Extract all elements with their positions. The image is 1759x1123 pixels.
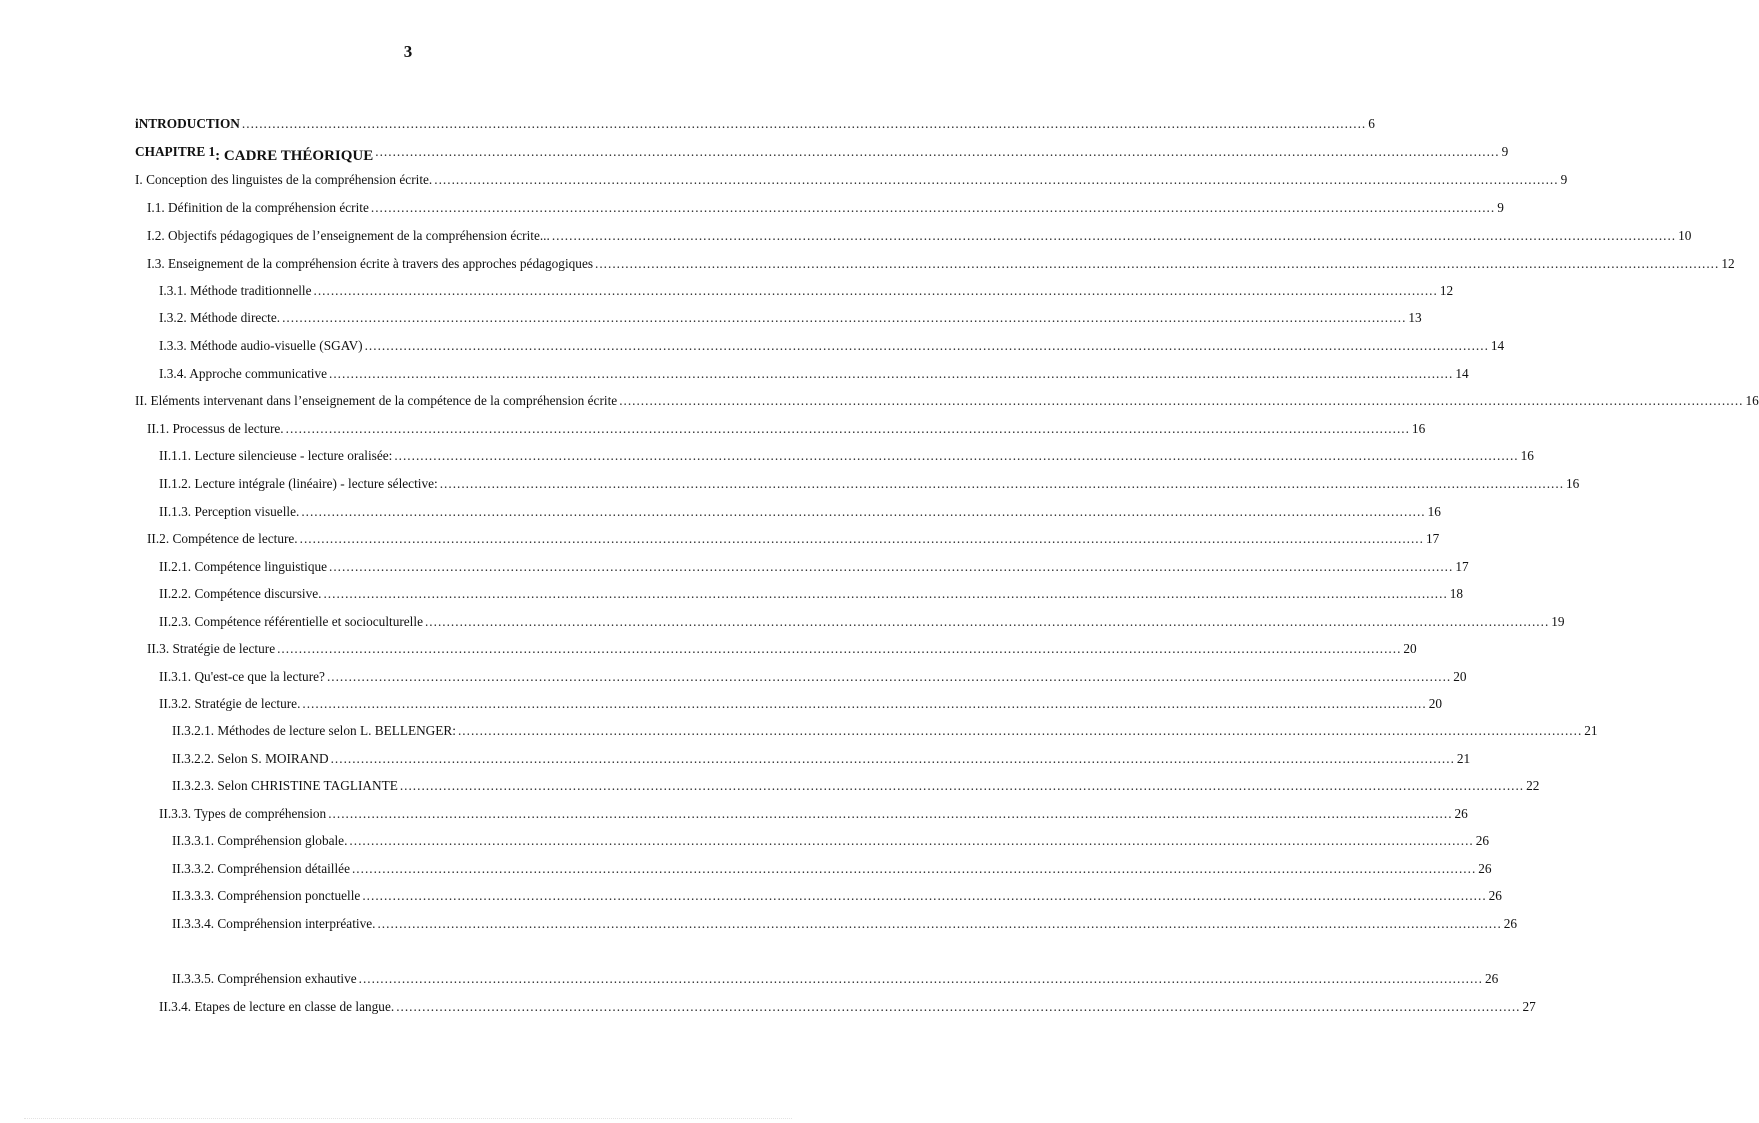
toc-entry[interactable]	[159, 365, 1469, 383]
leader-dots: ....................................................................................................................................................................................................................................................................	[330, 751, 1455, 766]
toc-page: 17	[1455, 559, 1469, 574]
toc-page: 14	[1490, 338, 1505, 353]
toc-entry[interactable]	[159, 805, 1468, 823]
toc-page: 16	[1411, 421, 1426, 436]
leader-dots: ....................................................................................................................................................................................................................................................................	[434, 172, 1559, 187]
toc-label: II.3.2. Stratégie de lecture.	[159, 696, 301, 711]
toc-page: 10	[1678, 228, 1692, 243]
toc-label: II.3.2.2. Selon S. MOIRAND	[172, 751, 329, 766]
toc-label: I.3.1. Méthode traditionnelle	[159, 283, 312, 298]
toc-label: II.2. Compétence de lecture.	[147, 531, 298, 546]
leader-dots: ....................................................................................................................................................................................................................................................................	[619, 393, 1744, 408]
toc-page: 26	[1484, 971, 1499, 986]
toc-entry[interactable]	[172, 750, 1471, 768]
toc-page: 18	[1449, 586, 1464, 601]
toc-label-chapter: CHAPITRE 1	[135, 144, 216, 159]
toc-page: 26	[1503, 916, 1518, 931]
toc-label: II. Eléments intervenant dans l’enseignement de la compétence de la compréhension écrite	[135, 393, 618, 408]
toc-label: II.2.3. Compétence référentielle et socioculturelle	[159, 614, 423, 629]
toc-label: II.1.3. Perception visuelle.	[159, 504, 300, 519]
toc-page: 17	[1425, 531, 1440, 546]
leader-dots: ....................................................................................................................................................................................................................................................................	[323, 586, 1448, 601]
toc-entry[interactable]	[172, 722, 1598, 740]
leader-dots: ....................................................................................................................................................................................................................................................................	[358, 971, 1483, 986]
toc-page: 22	[1526, 778, 1540, 793]
toc-label: II.3.2.3. Selon CHRISTINE TAGLIANTE	[172, 778, 398, 793]
toc-page: 26	[1488, 888, 1502, 903]
leader-dots: ....................................................................................................................................................................................................................................................................	[394, 448, 1519, 463]
leader-dots: ....................................................................................................................................................................................................................................................................	[299, 531, 1424, 546]
toc-entry[interactable]	[172, 970, 1499, 988]
toc-entry[interactable]	[159, 309, 1422, 327]
toc-page: 13	[1408, 310, 1422, 325]
leader-dots: ....................................................................................................................................................................................................................................................................	[551, 228, 1677, 243]
leader-dots: ....................................................................................................................................................................................................................................................................	[328, 806, 1453, 821]
leader-dots: ....................................................................................................................................................................................................................................................................	[364, 338, 1489, 353]
toc-page: 20	[1453, 669, 1467, 684]
toc-entry[interactable]	[159, 695, 1442, 713]
toc-entry[interactable]	[159, 668, 1467, 686]
leader-dots: ....................................................................................................................................................................................................................................................................	[301, 504, 1426, 519]
leader-dots: ....................................................................................................................................................................................................................................................................	[424, 614, 1550, 629]
toc-label: II.3. Stratégie de lecture	[147, 641, 276, 656]
toc-entry[interactable]	[147, 199, 1504, 217]
toc-label: II.3.1. Qu'est-ce que la lecture?	[159, 669, 325, 684]
toc-entry[interactable]	[159, 337, 1505, 355]
toc-entry[interactable]	[147, 420, 1426, 438]
leader-dots: ....................................................................................................................................................................................................................................................................	[457, 723, 1583, 738]
leader-dots: ....................................................................................................................................................................................................................................................................	[349, 833, 1474, 848]
toc-entry[interactable]	[172, 915, 1518, 933]
toc-page: 26	[1475, 833, 1490, 848]
toc-label: II.3.3.5. Compréhension exhautive	[172, 971, 357, 986]
toc-label: I. Conception des linguistes de la compréhension écrite.	[135, 172, 433, 187]
leader-dots: ....................................................................................................................................................................................................................................................................	[439, 476, 1565, 491]
toc-label: II.3.3. Types de compréhension	[159, 806, 327, 821]
toc-label: II.3.3.3. Compréhension ponctuelle	[172, 888, 361, 903]
toc-label: I.3.2. Méthode directe.	[159, 310, 281, 325]
toc-label: II.3.3.2. Compréhension détaillée	[172, 861, 350, 876]
toc-page: 16	[1427, 504, 1441, 519]
leader-dots: ....................................................................................................................................................................................................................................................................	[377, 916, 1502, 931]
toc-entry[interactable]	[159, 613, 1565, 631]
toc-page: 20	[1403, 641, 1417, 656]
toc-entry[interactable]	[159, 282, 1454, 300]
leader-dots: ....................................................................................................................................................................................................................................................................	[313, 283, 1438, 298]
toc-label: I.3.4. Approche communicative	[159, 366, 328, 381]
toc-label: II.3.3.1. Compréhension globale.	[172, 833, 348, 848]
toc-label: II.1.1. Lecture silencieuse - lecture oralisée:	[159, 448, 393, 463]
toc-entry[interactable]	[159, 447, 1534, 465]
toc-label: II.2.1. Compétence linguistique	[159, 559, 328, 574]
toc-page: 20	[1428, 696, 1442, 711]
toc-label: iNTRODUCTION	[135, 116, 240, 131]
toc-page: 14	[1455, 366, 1469, 381]
toc-page: 19	[1551, 614, 1565, 629]
toc-page: 16	[1520, 448, 1534, 463]
leader-dots: ....................................................................................................................................................................................................................................................................	[277, 641, 1402, 656]
toc-label: II.3.2.1. Méthodes de lecture selon L. BELLENGER:	[172, 723, 456, 738]
toc-page: 21	[1584, 723, 1598, 738]
toc-label: II.1. Processus de lecture.	[147, 421, 284, 436]
toc-entry[interactable]	[159, 475, 1580, 493]
leader-dots: ....................................................................................................................................................................................................................................................................	[595, 256, 1720, 271]
leader-dots: ....................................................................................................................................................................................................................................................................	[362, 888, 1487, 903]
toc-entry[interactable]	[172, 887, 1502, 905]
toc-entry[interactable]	[159, 503, 1441, 521]
leader-dots: ....................................................................................................................................................................................................................................................................	[241, 116, 1367, 131]
toc-page: 16	[1745, 393, 1759, 408]
leader-dots: ....................................................................................................................................................................................................................................................................	[329, 366, 1454, 381]
toc-entry[interactable]	[159, 558, 1469, 576]
toc-entry[interactable]	[159, 998, 1536, 1016]
leader-dots: ....................................................................................................................................................................................................................................................................	[351, 861, 1477, 876]
page-bottom-divider	[24, 1118, 792, 1119]
toc-entry[interactable]	[135, 171, 1568, 189]
toc-entry[interactable]	[147, 640, 1417, 658]
leader-dots: ....................................................................................................................................................................................................................................................................	[370, 200, 1496, 215]
toc-label: II.3.3.4. Compréhension interpréative.	[172, 916, 376, 931]
leader-dots: ....................................................................................................................................................................................................................................................................	[326, 669, 1452, 684]
toc-label: I.2. Objectifs pédagogiques de l’enseignement de la compréhension écrite...	[147, 228, 550, 243]
toc-entry[interactable]	[135, 392, 1759, 410]
toc-label: I.3. Enseignement de la compréhension écrite à travers des approches pédagogiques	[147, 256, 594, 271]
toc-page: 9	[1560, 172, 1568, 187]
toc-label: II.1.2. Lecture intégrale (linéaire) - lecture sélective:	[159, 476, 438, 491]
toc-page: 9	[1497, 200, 1504, 215]
toc-entry[interactable]	[172, 832, 1490, 850]
toc-entry[interactable]	[147, 530, 1440, 548]
toc-page: 16	[1566, 476, 1580, 491]
leader-dots: ....................................................................................................................................................................................................................................................................	[282, 310, 1407, 325]
leader-dots: ....................................................................................................................................................................................................................................................................	[285, 421, 1410, 436]
toc-entry[interactable]	[172, 777, 1540, 795]
toc-page: 26	[1478, 861, 1492, 876]
toc-entry-introduction[interactable]	[135, 115, 1375, 133]
leader-dots: ....................................................................................................................................................................................................................................................................	[396, 999, 1521, 1014]
toc-entry-chapitre-1[interactable]	[135, 143, 1509, 164]
toc-label: I.1. Définition de la compréhension écrite	[147, 200, 369, 215]
toc-page: 6	[1368, 116, 1375, 131]
leader-dots: ....................................................................................................................................................................................................................................................................	[375, 144, 1500, 159]
toc-label-chapter-title: : CADRE THÉORIQUE	[215, 148, 374, 164]
toc-entry[interactable]	[159, 585, 1464, 603]
toc-page: 27	[1522, 999, 1536, 1014]
toc-page: 9	[1501, 144, 1509, 159]
toc-label: I.3.3. Méthode audio-visuelle (SGAV)	[159, 338, 363, 353]
leader-dots: ....................................................................................................................................................................................................................................................................	[302, 696, 1427, 711]
page-number: 3	[403, 42, 413, 61]
toc-entry[interactable]	[147, 255, 1735, 273]
toc-page: 12	[1439, 283, 1454, 298]
leader-dots: ....................................................................................................................................................................................................................................................................	[399, 778, 1525, 793]
toc-label: II.2.2. Compétence discursive.	[159, 586, 322, 601]
leader-dots: ....................................................................................................................................................................................................................................................................	[329, 559, 1454, 574]
toc-entry[interactable]	[172, 860, 1492, 878]
toc-page: 12	[1721, 256, 1735, 271]
toc-entry[interactable]	[147, 227, 1692, 245]
toc-page: 26	[1454, 806, 1468, 821]
toc-label: II.3.4. Etapes de lecture en classe de langue.	[159, 999, 395, 1014]
toc-page: 21	[1456, 751, 1471, 766]
